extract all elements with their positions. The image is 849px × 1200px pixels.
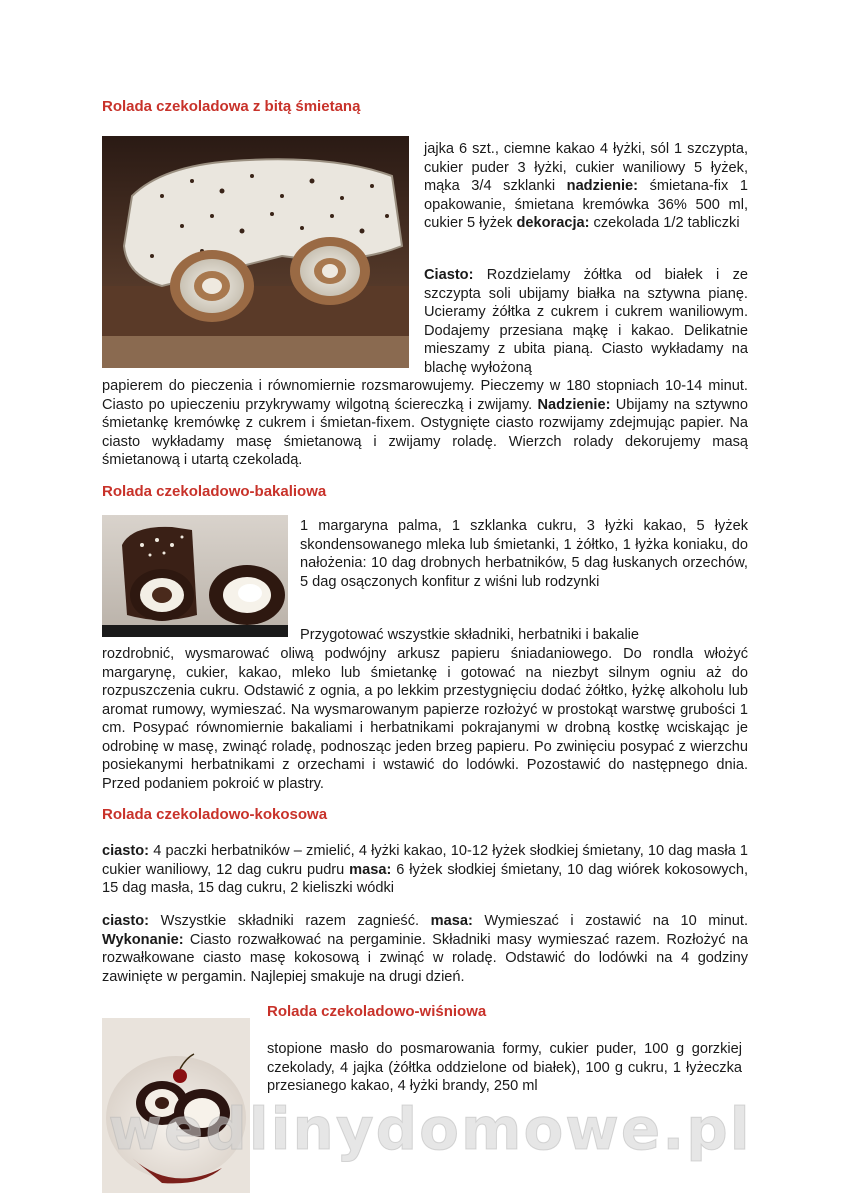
recipe-method-part: Przygotować wszystkie składniki, herbatniki i bakalie — [300, 627, 640, 643]
chocolate-roll-slices-photo — [102, 515, 288, 637]
recipe-title: Rolada czekoladowa z bitą śmietaną — [102, 98, 361, 115]
watermark: wedlinydomowe.pl — [108, 1095, 752, 1163]
recipe-ingredients: ciasto: 4 paczki herbatników – zmielić, 4 łyżki kakao, 10-12 łyżek słodkiej śmietany, 10 dag masła 1 cukier waniliowy, 12 dag cukru pudru masa: 6 łyżek słodkiej śmietany, 10 dag wiórek kokosowych, 15 dag masła, 15 dag cukru, 2 kieliszki wódki — [102, 843, 749, 896]
recipe-method-part: Ciasto: Rozdzielamy żółtka od białek i ze szczypta soli ubijamy białka na sztywna pianę. Ucieramy żółtka z cukrem i cukrem waniliowym. Dodajemy przesiana mąkę i kakao. Delikatnie mieszamy z ubita pianą. Ciasto wykładamy na blachę wyłożoną — [424, 267, 748, 376]
recipe-title: Rolada czekoladowo-kokosowa — [102, 806, 328, 823]
recipe-ingredients: stopione masło do posmarowania formy, cukier puder, 100 g gorzkiej czekolady, 4 jajka (żółtka oddzielone od białek), 100 g cukru, 1 łyżeczka przesianego kakao, 4 łyżki brandy, 250 ml — [267, 1041, 742, 1094]
chocolate-roll-whipped-cream-photo — [102, 136, 409, 368]
recipe-title: Rolada czekoladowo-bakaliowa — [102, 483, 327, 500]
recipe-method: papierem do pieczenia i równomiernie rozsmarowujemy. Pieczemy w 180 stopniach 10-14 minut. Ciasto po upieczeniu przykrywamy wilgotną ściereczką i zwijamy. Nadzienie: Ubijamy na sztywno śmietankę kremówkę z cukrem i śmietan-fixem. Ostygnięte ciasto rozwijamy zdejmując papier. Na ciasto wykładamy masę śmietanową i zwijamy roladę. Wierzch rolady dekorujemy masą śmietanową i utartą czekoladą. — [102, 378, 749, 468]
recipe-method: ciasto: Wszystkie składniki razem zagnieść. masa: Wymieszać i zostawić na 10 minut. Wykonanie: Ciasto rozwałkować na pergaminie. Składniki masy wymieszać razem. Rozłożyć na rozwałkowane ciasto masę kokosową i zwinąć w roladę. Odstawić do lodówki na 4 godziny zawinięte w pergamin. Najlepiej smakuje na drugi dzień. — [102, 913, 749, 985]
recipe-method: rozdrobnić, wysmarować oliwą podwójny arkusz papieru śniadaniowego. Do rondla włożyć margarynę, cukier, kakao, mleko lub śmietankę i gotować na niezbyt silnym ogniu aż do rozpuszczenia cukru. Odstawić z ognia, a po lekkim przestygnięciu dodać żółtko, łyżkę alkoholu lub aromat rumowy, wymieszać. Na wysmarowanym papierze rozłożyć w prostokąt warstwę grubości 1 cm. Posypać równomiernie bakaliami i herbatnikami pokrajanymi w drobną kostkę wciskając je odrobinę w masę, zwinąć roladę, podnosząc jeden brzeg papieru. Po zwinięciu posypać z wierzchu posiekanymi herbatnikami z orzechami i wstawić do lodówki. Pozostawić do następnego dnia. Przed podaniem pokroić w plastry. — [102, 646, 748, 792]
recipe-ingredients: 1 margaryna palma, 1 szklanka cukru, 3 łyżki kakao, 5 łyżek skondensowanego mleka lub śmietanki, 1 żółtko, 1 łyżka koniaku, do nałożenia: 10 dag drobnych herbatników, 5 dag łuskanych orzechów, 5 dag osączonych konfitur z wiśni lub rodzynki — [300, 518, 748, 590]
recipe-title: Rolada czekoladowo-wiśniowa — [267, 1003, 487, 1020]
keyword: Nadzienie: — [537, 396, 611, 413]
recipe-ingredients: jajka 6 szt., ciemne kakao 4 łyżki, sól 1 szczypta, cukier puder 3 łyżki, cukier waniliowy 5 łyżek, mąka 3/4 szklanki nadzienie: śmietana-fix 1 opakowanie, śmietana kremówka 36% 500 ml, cukier 5 łyżek dekoracja: czekolada 1/2 tabliczki — [424, 141, 748, 231]
